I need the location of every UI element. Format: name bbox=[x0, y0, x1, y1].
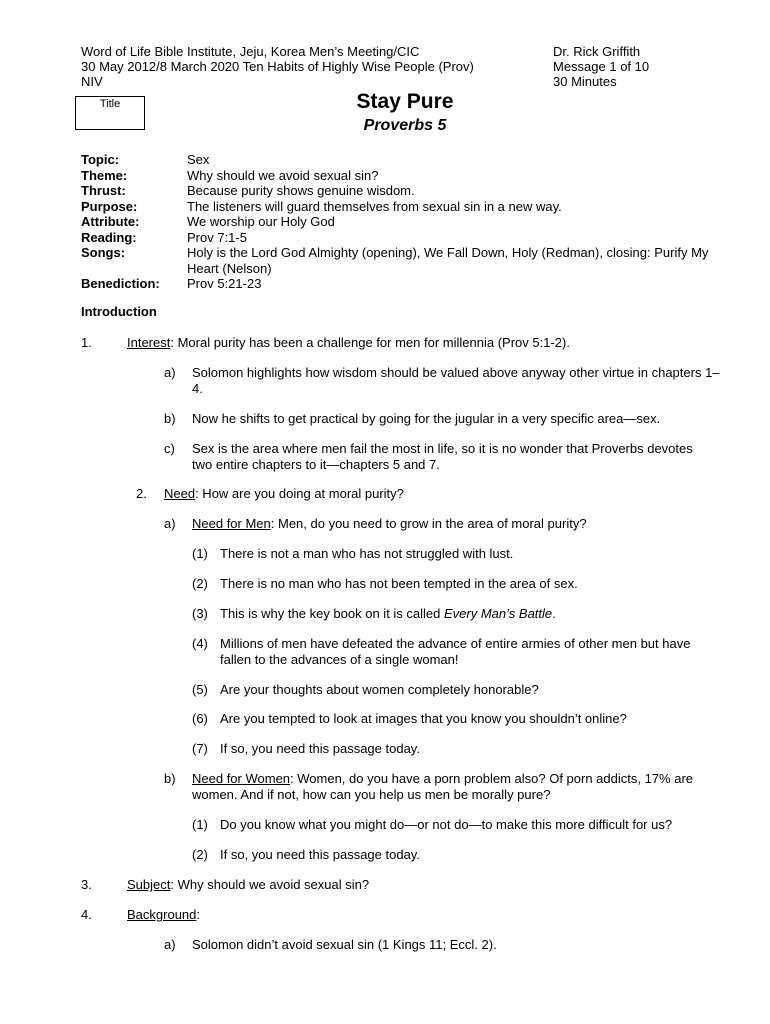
header-duration: 30 Minutes bbox=[553, 74, 617, 89]
meta-value: We worship our Holy God bbox=[187, 214, 335, 229]
meta-value: Holy is the Lord God Almighty (opening), We Fall Down, Holy (Redman), closing: Purify My Heart (Nelson) bbox=[187, 245, 709, 276]
outline-number: 2. bbox=[136, 486, 147, 501]
outline-point-interest bbox=[127, 335, 570, 351]
book-title: Every Man’s Battle bbox=[444, 606, 553, 621]
header-institute: Word of Life Bible Institute, Jeju, Korea Men’s Meeting/CIC bbox=[81, 44, 420, 59]
meta-value: Prov 7:1-5 bbox=[187, 229, 247, 245]
outline-paren: (1) bbox=[192, 817, 208, 832]
outline-subpoint-women bbox=[192, 771, 727, 803]
point-heading: Need for Men bbox=[192, 516, 271, 531]
sermon-meta bbox=[81, 152, 721, 292]
meta-attribute bbox=[81, 214, 721, 230]
outline-paren: (1) bbox=[192, 546, 208, 561]
point-text: : Women, do you have a porn problem also? Of porn addicts, 17% are women. And if not, how can you help us men be morally pure? bbox=[192, 771, 694, 802]
outline-paren: (5) bbox=[192, 682, 208, 697]
point-heading: Interest bbox=[127, 335, 171, 350]
title-box: Title bbox=[75, 96, 145, 130]
outline-letter: a) bbox=[164, 365, 176, 380]
outline-number: 3. bbox=[81, 877, 92, 892]
meta-value: Because purity shows genuine wisdom. bbox=[187, 183, 415, 198]
point-text: : Why should we avoid sexual sin? bbox=[170, 877, 370, 892]
header-message-number: Message 1 of 10 bbox=[553, 59, 650, 74]
outline-item: Are your thoughts about women completely honorable? bbox=[220, 682, 539, 697]
outline-letter: a) bbox=[164, 937, 176, 952]
meta-label: Theme: bbox=[81, 167, 128, 183]
outline-subpoint: Solomon didn’t avoid sexual sin (1 Kings 11; Eccl. 2). bbox=[192, 937, 497, 952]
outline-item: There is not a man who has not struggled with lust. bbox=[220, 546, 514, 561]
meta-value: Why should we avoid sexual sin? bbox=[187, 167, 379, 183]
outline-paren: (6) bbox=[192, 711, 208, 726]
outline-letter: c) bbox=[164, 441, 175, 456]
outline-paren: (4) bbox=[192, 636, 208, 651]
point-heading: Background bbox=[127, 907, 197, 922]
point-text: : Moral purity has been a challenge for men for millennia (Prov 5:1-2). bbox=[170, 335, 570, 350]
point-text: : bbox=[196, 907, 201, 922]
header-right bbox=[553, 44, 753, 89]
outline-number: 4. bbox=[81, 907, 92, 922]
meta-benediction bbox=[81, 276, 721, 292]
point-heading: Need bbox=[164, 486, 196, 501]
header-date-series: 30 May 2012/8 March 2020 Ten Habits of Highly Wise People (Prov) bbox=[81, 59, 474, 74]
meta-label: Topic: bbox=[81, 152, 120, 167]
outline-subpoint: Now he shifts to get practical by going for the jugular in a very specific area—sex. bbox=[192, 411, 661, 426]
outline-paren: (2) bbox=[192, 847, 208, 862]
meta-reading bbox=[81, 230, 721, 246]
outline-letter: b) bbox=[164, 411, 176, 426]
outline-letter: b) bbox=[164, 771, 176, 786]
outline-letter: a) bbox=[164, 516, 176, 531]
meta-songs bbox=[81, 245, 721, 276]
page-subtitle: Proverbs 5 bbox=[363, 117, 447, 134]
outline-item bbox=[220, 606, 556, 622]
outline-point-subject bbox=[127, 877, 369, 893]
outline-item: Millions of men have defeated the advance of entire armies of other men but have fallen to the advances of a single woman! bbox=[220, 636, 691, 667]
meta-label: Songs: bbox=[81, 245, 126, 260]
outline-number: 1. bbox=[81, 335, 92, 350]
header-left bbox=[81, 44, 541, 89]
outline-point-need bbox=[164, 486, 404, 502]
outline-paren: (3) bbox=[192, 606, 208, 621]
header-version: NIV bbox=[81, 74, 103, 89]
meta-theme bbox=[81, 168, 721, 184]
point-heading: Need for Women bbox=[192, 771, 291, 786]
point-text: : Men, do you need to grow in the area of moral purity? bbox=[270, 516, 587, 531]
meta-value: The listeners will guard themselves from sexual sin in a new way. bbox=[187, 198, 562, 214]
outline-item: Are you tempted to look at images that you know you shouldn’t online? bbox=[220, 711, 627, 726]
outline-subpoint-men bbox=[192, 516, 587, 532]
outline-item: Do you know what you might do—or not do—to make this more difficult for us? bbox=[220, 817, 673, 832]
section-heading-introduction: Introduction bbox=[81, 304, 157, 319]
meta-label: Attribute: bbox=[81, 214, 140, 229]
outline-item: There is no man who has not been tempted in the area of sex. bbox=[220, 576, 578, 591]
meta-label: Reading: bbox=[81, 229, 137, 245]
outline-subpoint: Sex is the area where men fail the most in life, so it is no wonder that Proverbs devotes two entire chapters to it—chapters 5 and 7. bbox=[192, 441, 693, 472]
meta-label: Benediction: bbox=[81, 276, 160, 291]
meta-value: Sex bbox=[187, 152, 210, 167]
point-heading: Subject bbox=[127, 877, 171, 892]
outline-point-background bbox=[127, 907, 200, 923]
item-text: This is why the key book on it is called bbox=[220, 606, 444, 621]
header-author: Dr. Rick Griffith bbox=[553, 44, 641, 59]
outline-item: If so, you need this passage today. bbox=[220, 847, 420, 862]
meta-value: Prov 5:21-23 bbox=[187, 276, 262, 291]
outline-paren: (2) bbox=[192, 576, 208, 591]
outline-paren: (7) bbox=[192, 741, 208, 756]
point-text: : How are you doing at moral purity? bbox=[195, 486, 404, 501]
meta-label: Purpose: bbox=[81, 198, 138, 214]
meta-label: Thrust: bbox=[81, 183, 126, 198]
page-title: Stay Pure bbox=[356, 90, 454, 113]
meta-purpose bbox=[81, 199, 721, 215]
outline-subpoint: Solomon highlights how wisdom should be valued above anyway other virtue in chapters 1–4. bbox=[192, 365, 720, 396]
item-text-end: . bbox=[552, 606, 556, 621]
outline-item: If so, you need this passage today. bbox=[220, 741, 420, 756]
meta-thrust bbox=[81, 183, 721, 199]
meta-topic bbox=[81, 152, 721, 168]
